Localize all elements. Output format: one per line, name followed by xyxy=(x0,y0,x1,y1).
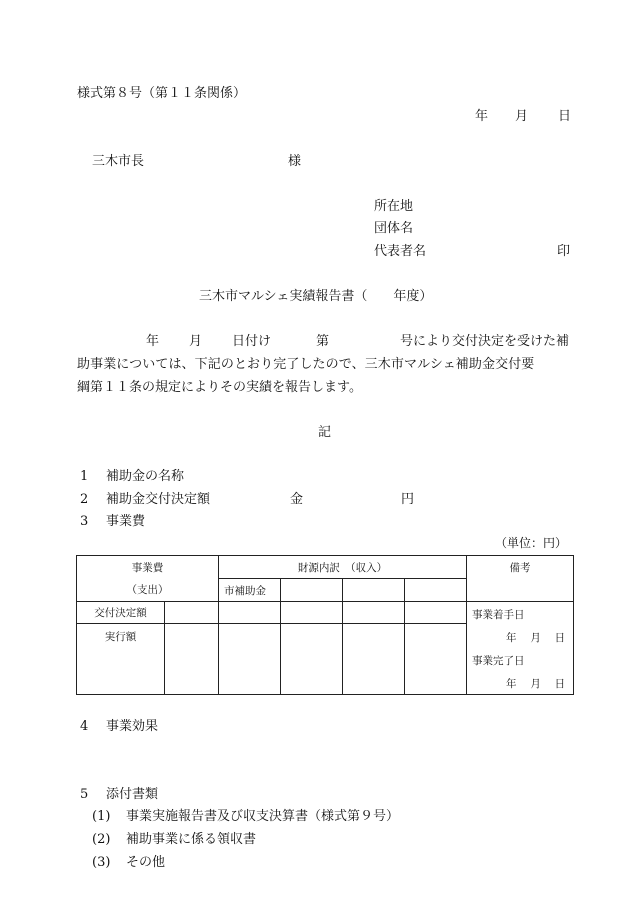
date-year-label: 年 xyxy=(475,109,489,124)
decision-cell-3 xyxy=(281,602,343,624)
document-title: 三木市マルシェ実績報告書（ 年度） xyxy=(199,289,433,304)
attachment3-number: (3) xyxy=(92,855,111,870)
funding-sub-col4 xyxy=(405,579,467,602)
item5-label: 添付書類 xyxy=(106,787,159,802)
seal-mark: 印 xyxy=(557,244,571,259)
body-year: 年 xyxy=(146,334,160,349)
item2-yen: 円 xyxy=(401,492,415,507)
remarks-cell xyxy=(467,602,574,695)
remarks-start-label: 事業着手日 xyxy=(472,609,525,621)
attachment1-number: (1) xyxy=(92,809,111,824)
attachment1-text: 事業実施報告書及び収支決算書（様式第９号） xyxy=(126,809,400,824)
actual-cell-4 xyxy=(343,624,405,695)
item5-number: 5 xyxy=(80,787,89,802)
attachment2-number: (2) xyxy=(92,832,111,847)
item2-number: 2 xyxy=(80,492,89,507)
body-line1-rest: 号により交付決定を受けた補 xyxy=(400,334,570,349)
row-actual-label: 実行額 xyxy=(77,624,165,695)
remarks-end-date: 年 月 日 xyxy=(506,678,566,690)
body-date-suffix: 日付け xyxy=(232,334,272,349)
funding-sub-city-subsidy: 市補助金 xyxy=(219,579,281,602)
header-remarks: 備考 xyxy=(467,556,574,579)
header-expense: 事業費 xyxy=(77,556,219,579)
item4-number: 4 xyxy=(80,719,89,734)
actual-cell-1 xyxy=(165,624,219,695)
body-month: 月 xyxy=(189,334,203,349)
actual-cell-5 xyxy=(405,624,467,695)
decision-cell-5 xyxy=(405,602,467,624)
header-funding: 財源内訳 （収入） xyxy=(219,556,467,579)
representative-label: 代表者名 xyxy=(374,244,427,259)
funding-sub-col2 xyxy=(281,579,343,602)
item1-number: 1 xyxy=(80,469,89,484)
body-line3: 綱第１１条の規定によりその実績を報告します。 xyxy=(77,380,362,395)
item3-number: 3 xyxy=(80,514,89,529)
decision-cell-1 xyxy=(165,602,219,624)
attachment3-text: その他 xyxy=(126,855,166,870)
organization-label: 団体名 xyxy=(374,221,414,236)
attachment2-text: 補助事業に係る領収書 xyxy=(126,832,257,847)
expense-table xyxy=(76,555,574,695)
item2-kin: 金 xyxy=(290,492,304,507)
date-month-label: 月 xyxy=(515,109,529,124)
remarks-start-date: 年 月 日 xyxy=(506,632,566,644)
item2-label: 補助金交付決定額 xyxy=(106,492,211,507)
item4-label: 事業効果 xyxy=(106,719,159,734)
remarks-end-label: 事業完了日 xyxy=(472,655,525,667)
form-number: 様式第８号（第１１条関係） xyxy=(77,86,247,101)
addressee-name: 三木市長 xyxy=(92,154,145,169)
decision-cell-4 xyxy=(343,602,405,624)
address-label: 所在地 xyxy=(374,199,414,214)
body-line2: 助事業については、下記のとおり完了したので、三木市マルシェ補助金交付要 xyxy=(77,357,535,372)
header-remarks-blank xyxy=(467,579,574,602)
actual-cell-3 xyxy=(281,624,343,695)
row-decision-label: 交付決定額 xyxy=(77,602,165,624)
addressee-honorific: 様 xyxy=(288,154,302,169)
body-dai: 第 xyxy=(316,334,330,349)
item3-label: 事業費 xyxy=(106,514,146,529)
item1-label: 補助金の名称 xyxy=(106,469,185,484)
unit-note: （単位：円） xyxy=(495,536,568,550)
decision-cell-2 xyxy=(219,602,281,624)
funding-sub-col3 xyxy=(343,579,405,602)
date-day-label: 日 xyxy=(558,109,572,124)
header-expense-sub: （支出） xyxy=(77,579,219,602)
actual-cell-2 xyxy=(219,624,281,695)
ki-heading: 記 xyxy=(318,425,332,440)
